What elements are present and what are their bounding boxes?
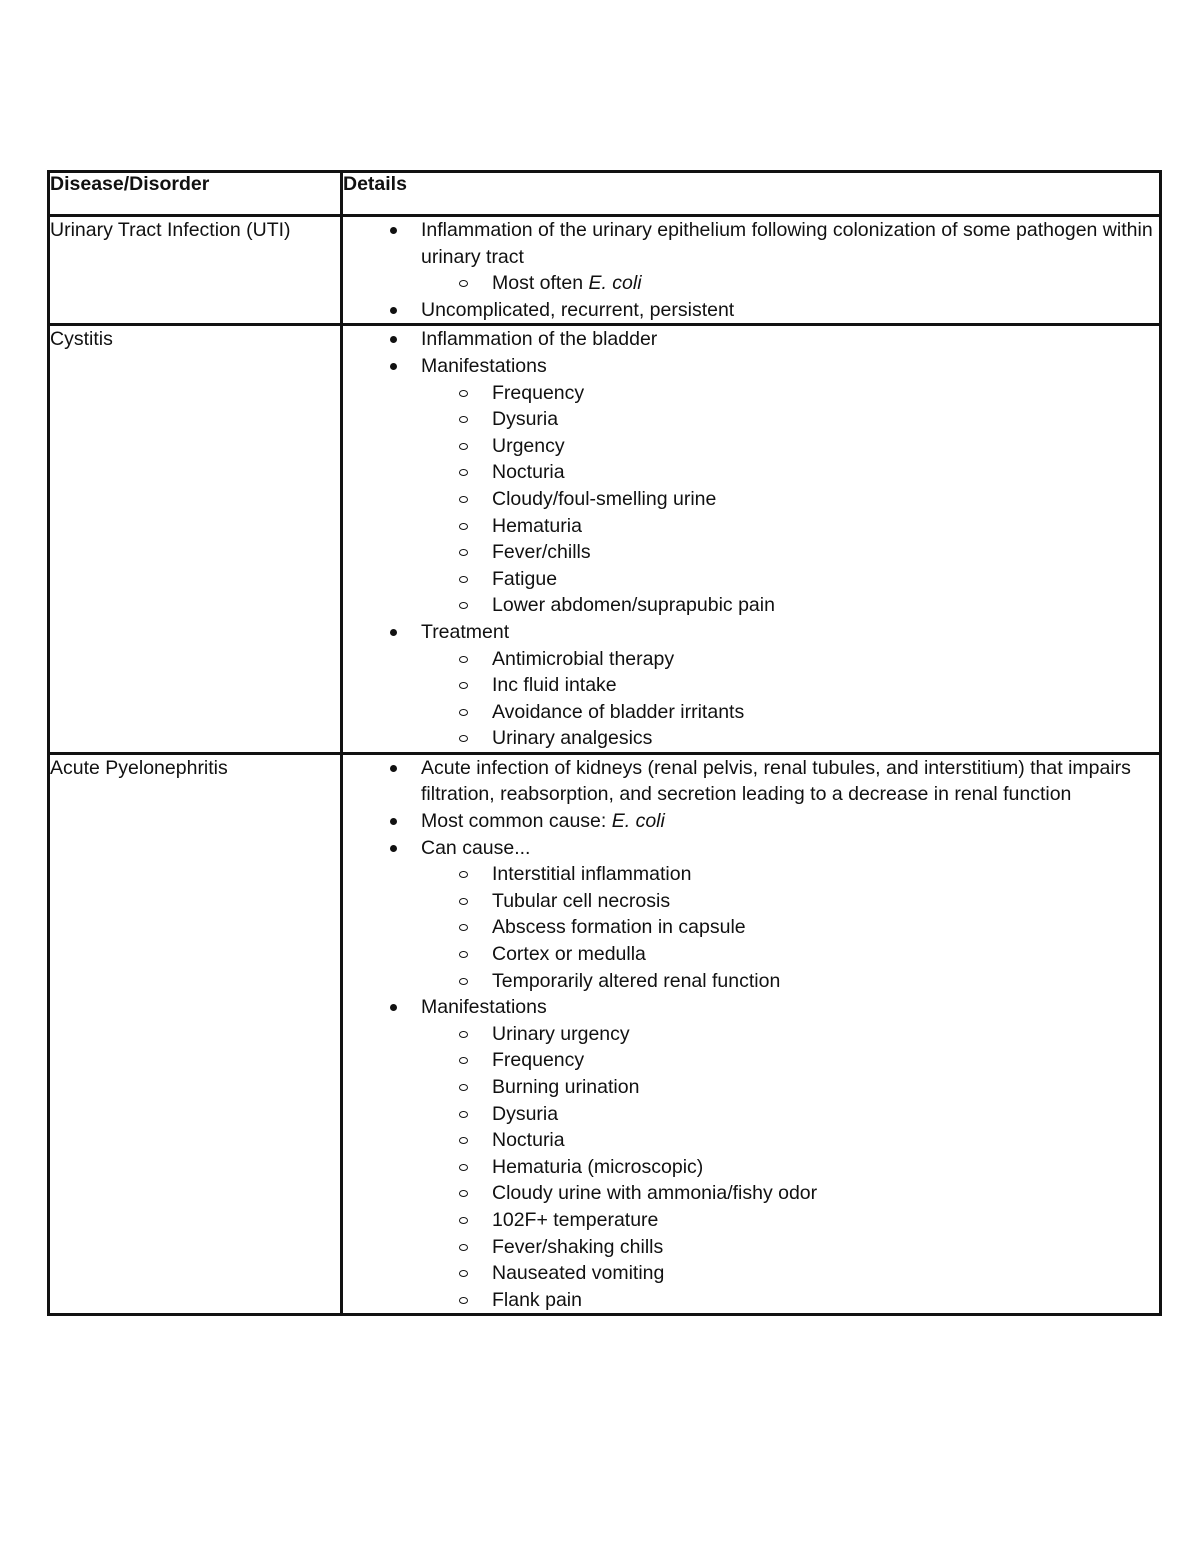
sub-list-item: Inc fluid intake bbox=[492, 672, 1159, 699]
sub-list-item: Hematuria bbox=[492, 513, 1159, 540]
details-cell bbox=[342, 753, 1161, 1314]
list-item-text: Manifestations bbox=[421, 996, 547, 1019]
sub-list-item: Cloudy urine with ammonia/fishy odor bbox=[492, 1180, 1159, 1207]
disease-name: Urinary Tract Infection (UTI) bbox=[49, 216, 342, 325]
list-item bbox=[421, 808, 1159, 835]
table-row bbox=[49, 216, 1161, 325]
table-row bbox=[49, 325, 1161, 754]
sub-list-item: Abscess formation in capsule bbox=[492, 914, 1159, 941]
sub-list-item: Cortex or medulla bbox=[492, 941, 1159, 968]
sub-list-item: Flank pain bbox=[492, 1287, 1159, 1314]
sub-list-item: Urgency bbox=[492, 433, 1159, 460]
sub-list-item: Lower abdomen/suprapubic pain bbox=[492, 592, 1159, 619]
sub-list-item: Avoidance of bladder irritants bbox=[492, 699, 1159, 726]
sub-list bbox=[421, 380, 1159, 619]
sub-list-item: Frequency bbox=[492, 1047, 1159, 1074]
list-item bbox=[421, 217, 1159, 297]
details-list bbox=[343, 755, 1159, 1313]
sub-list-item: Dysuria bbox=[492, 406, 1159, 433]
sub-list-item-prefix: Most often bbox=[492, 272, 589, 295]
sub-list-item: Fatigue bbox=[492, 566, 1159, 593]
details-cell bbox=[342, 325, 1161, 754]
sub-list-item: Dysuria bbox=[492, 1101, 1159, 1128]
sub-list bbox=[421, 1021, 1159, 1314]
list-item-text: Uncomplicated, recurrent, persistent bbox=[421, 298, 735, 321]
sub-list-item-italic: E. coli bbox=[588, 272, 642, 295]
sub-list bbox=[421, 646, 1159, 752]
sub-list-item: Antimicrobial therapy bbox=[492, 646, 1159, 673]
list-item-text: Inflammation of the urinary epithelium following colonization of some pathogen within urinary tract bbox=[421, 219, 1153, 268]
sub-list-item: Cloudy/foul-smelling urine bbox=[492, 486, 1159, 513]
sub-list-item: Temporarily altered renal function bbox=[492, 968, 1159, 995]
details-list bbox=[343, 217, 1159, 323]
sub-list-item: Fever/chills bbox=[492, 539, 1159, 566]
sub-list-item: Hematuria (microscopic) bbox=[492, 1154, 1159, 1181]
list-item-prefix: Most common cause: bbox=[421, 810, 612, 833]
list-item bbox=[421, 835, 1159, 995]
table-row bbox=[49, 753, 1161, 1314]
sub-list-item: Frequency bbox=[492, 380, 1159, 407]
header-details: Details bbox=[342, 172, 1161, 216]
disease-name: Acute Pyelonephritis bbox=[49, 753, 342, 1314]
sub-list-item: Tubular cell necrosis bbox=[492, 888, 1159, 915]
list-item bbox=[421, 619, 1159, 752]
table-header-row bbox=[49, 172, 1161, 216]
sub-list-item: Nocturia bbox=[492, 1127, 1159, 1154]
sub-list-item: 102F+ temperature bbox=[492, 1207, 1159, 1234]
disease-table bbox=[47, 170, 1162, 1316]
list-item-text: Acute infection of kidneys (renal pelvis, renal tubules, and interstitium) that impairs filtration, reabsorption, and secretion leading to a decrease in renal function bbox=[421, 756, 1131, 806]
list-item-text: Treatment bbox=[421, 620, 510, 643]
list-item-italic: E. coli bbox=[611, 810, 665, 833]
details-cell bbox=[342, 216, 1161, 325]
disease-name: Cystitis bbox=[49, 325, 342, 754]
list-item-text: Manifestations bbox=[421, 354, 547, 377]
sub-list bbox=[421, 270, 1159, 297]
list-item bbox=[421, 326, 1159, 353]
list-item-text: Can cause... bbox=[421, 836, 531, 859]
sub-list-item: Nauseated vomiting bbox=[492, 1260, 1159, 1287]
list-item-text: Inflammation of the bladder bbox=[421, 328, 658, 351]
sub-list-item: Burning urination bbox=[492, 1074, 1159, 1101]
list-item bbox=[421, 297, 1159, 324]
sub-list-item: Urinary urgency bbox=[492, 1021, 1159, 1048]
sub-list-item: Urinary analgesics bbox=[492, 725, 1159, 752]
list-item bbox=[421, 994, 1159, 1313]
details-list bbox=[343, 326, 1159, 752]
sub-list bbox=[421, 861, 1159, 994]
header-disease: Disease/Disorder bbox=[49, 172, 342, 216]
sub-list-item: Fever/shaking chills bbox=[492, 1234, 1159, 1261]
sub-list-item bbox=[492, 270, 1159, 297]
sub-list-item: Interstitial inflammation bbox=[492, 861, 1159, 888]
list-item bbox=[421, 755, 1159, 808]
list-item bbox=[421, 353, 1159, 619]
sub-list-item: Nocturia bbox=[492, 459, 1159, 486]
